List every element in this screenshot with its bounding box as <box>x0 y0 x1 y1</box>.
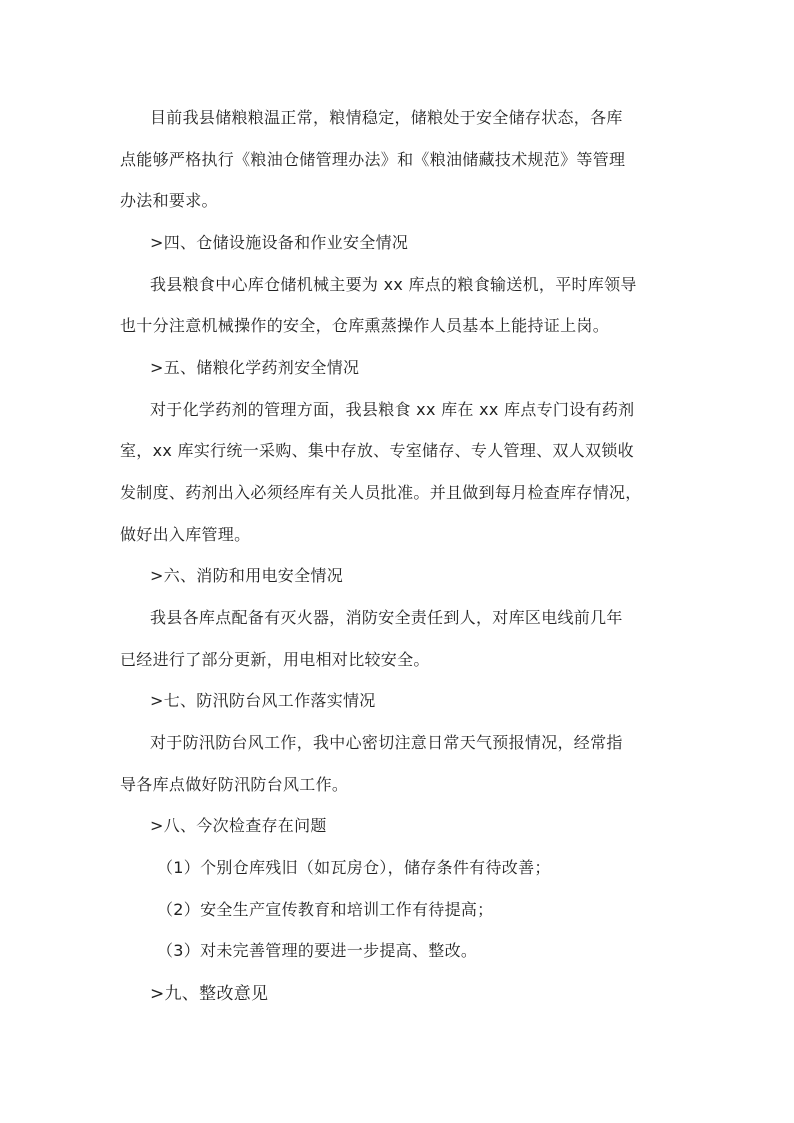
section-heading-6: >六、消防和用电安全情况 <box>150 566 344 585</box>
paragraph-line: 对于化学药剂的管理方面，我县粮食 xx 库在 xx 库点专门设有药剂 <box>150 400 635 419</box>
paragraph-line: 做好出入库管理。 <box>120 525 251 544</box>
section-heading-7: >七、防汛防台风工作落实情况 <box>150 691 376 710</box>
paragraph-line: 已经进行了部分更新，用电相对比较安全。 <box>120 650 430 669</box>
paragraph-line: 点能够严格执行《粮油仓储管理办法》和《粮油储藏技术规范》等管理 <box>120 150 626 169</box>
paragraph-line: 目前我县储粮粮温正常，粮情稳定，储粮处于安全储存状态，各库 <box>150 108 623 127</box>
list-item: （3）对未完善管理的要进一步提高、整改。 <box>157 941 478 960</box>
paragraph-line: 我县粮食中心库仓储机械主要为 xx 库点的粮食输送机，平时库领导 <box>150 275 637 294</box>
section-heading-9: >九、整改意见 <box>150 984 269 1004</box>
paragraph-line: 对于防汛防台风工作，我中心密切注意日常天气预报情况，经常指 <box>150 733 623 752</box>
paragraph-line: 导各库点做好防汛防台风工作。 <box>120 775 349 794</box>
section-heading-5: >五、储粮化学药剂安全情况 <box>150 358 360 377</box>
list-item: （2）安全生产宣传教育和培训工作有待提高； <box>157 900 494 919</box>
paragraph-line: 办法和要求。 <box>120 191 218 210</box>
paragraph-line: 室，xx 库实行统一采购、集中存放、专室储存、专人管理、双人双锁收 <box>120 441 634 460</box>
section-heading-4: >四、仓储设施设备和作业安全情况 <box>150 233 409 252</box>
paragraph-line: 发制度、药剂出入必须经库有关人员批准。并且做到每月检查库存情况， <box>120 483 642 502</box>
paragraph-line: 也十分注意机械操作的安全，仓库熏蒸操作人员基本上能持证上岗。 <box>120 316 610 335</box>
list-item: （1）个别仓库残旧（如瓦房仓），储存条件有待改善； <box>157 858 551 877</box>
paragraph-line: 我县各库点配备有灭火器，消防安全责任到人，对库区电线前几年 <box>150 608 623 627</box>
section-heading-8: >八、今次检查存在问题 <box>150 816 327 835</box>
